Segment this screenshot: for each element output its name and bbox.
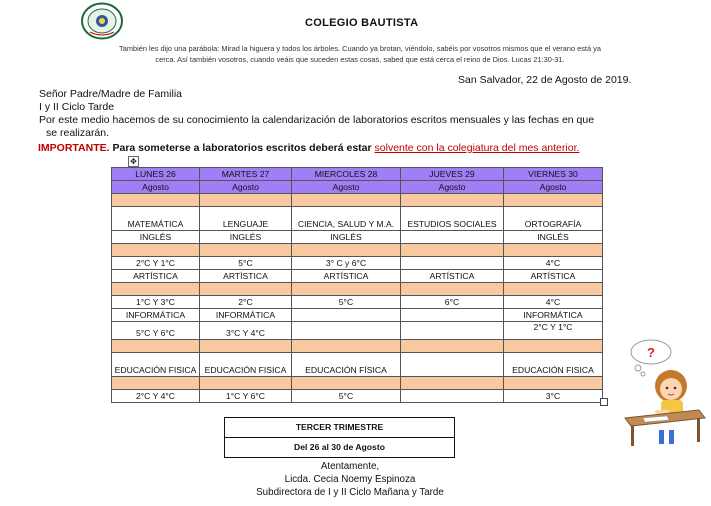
group-cell: 6°C — [401, 296, 504, 309]
subject-cell: INGLÉS — [504, 231, 603, 244]
month-row — [112, 181, 603, 194]
group-cell: 2°C Y 1°C — [112, 257, 200, 270]
group-cell: 1°C Y 6°C — [200, 390, 292, 403]
group-cell: 2°C — [200, 296, 292, 309]
group-cell — [401, 390, 504, 403]
subject-cell: ARTÍSTICA — [401, 270, 504, 283]
important-label: IMPORTANTE. — [38, 142, 110, 154]
group-row — [112, 257, 603, 270]
subject-row — [112, 353, 603, 377]
group-cell: 5°C — [292, 296, 401, 309]
subject-cell — [401, 309, 504, 322]
day-header: MIERCOLES 28 — [292, 168, 401, 181]
subject-cell: INFORMÁTICA — [504, 309, 603, 322]
day-header: VIERNES 30 — [504, 168, 603, 181]
day-header: MARTES 27 — [200, 168, 292, 181]
group-cell — [401, 322, 504, 340]
greeting: Señor Padre/Madre de Familia — [39, 88, 182, 100]
group-row — [112, 322, 603, 340]
group-row — [112, 390, 603, 403]
letter-date: San Salvador, 22 de Agosto de 2019. — [458, 74, 632, 86]
table-move-handle-icon[interactable]: ✥ — [128, 156, 139, 167]
group-cell: 3°C Y 4°C — [200, 322, 292, 340]
subject-cell: ORTOGRAFÍA — [504, 207, 603, 231]
cycle-group: I y II Ciclo Tarde — [39, 101, 115, 113]
subject-cell: LENGUAJE — [200, 207, 292, 231]
body-line-2: se realizarán. — [46, 127, 110, 139]
group-cell: 1°C Y 3°C — [112, 296, 200, 309]
lab-schedule-table — [111, 167, 603, 403]
school-name: COLEGIO BAUTISTA — [305, 17, 419, 29]
day-header: JUEVES 29 — [401, 168, 504, 181]
group-cell — [401, 257, 504, 270]
group-cell: 4°C — [504, 296, 603, 309]
trimester-range: Del 26 al 30 de Agosto — [294, 442, 385, 452]
verse-line-2: cerca. Así también vosotros, cuando veáis que suceden estas cosas, sabed que está cerca el reino de Dios. Lucas 21:30-31. — [155, 55, 565, 64]
subject-cell: INFORMÁTICA — [200, 309, 292, 322]
group-cell: 5°C Y 6°C — [112, 322, 200, 340]
subject-cell: CIENCIA, SALUD Y M.A. — [292, 207, 401, 231]
trimester-title: TERCER TRIMESTRE — [225, 418, 454, 438]
subject-row — [112, 270, 603, 283]
student-desk-illustration — [613, 338, 708, 448]
table-resize-handle[interactable] — [600, 398, 608, 406]
subject-row — [112, 207, 603, 231]
school-logo — [80, 2, 124, 40]
group-cell: 5°C — [200, 257, 292, 270]
subject-cell: EDUCACIÓN FISICA — [200, 353, 292, 377]
subject-cell: EDUCACIÓN FISICA — [112, 353, 200, 377]
trimester-box — [224, 417, 455, 458]
closing-signature — [240, 460, 460, 499]
subject-cell: MATEMÁTICA — [112, 207, 200, 231]
subject-cell: ARTÍSTICA — [200, 270, 292, 283]
group-cell: 2°C Y 4°C — [112, 390, 200, 403]
group-cell: 3°C — [504, 390, 603, 403]
solvency-link: solvente con la colegiatura del mes anterior. — [374, 142, 580, 154]
body-line-1: Por este medio hacemos de su conocimiento la calendarización de laboratorios escritos mensuales y las fechas en que — [39, 114, 595, 126]
group-row — [112, 296, 603, 309]
subject-cell: INFORMÁTICA — [112, 309, 200, 322]
group-cell: 3° C y 6°C — [292, 257, 401, 270]
subject-cell: INGLÉS — [292, 231, 401, 244]
month-cell: Agosto — [504, 181, 603, 194]
group-cell: 2°C Y 1°C — [504, 322, 603, 340]
subject-cell: ARTÍSTICA — [504, 270, 603, 283]
subject-cell: INGLÉS — [200, 231, 292, 244]
day-header: LUNES 26 — [112, 168, 200, 181]
subject-cell — [292, 309, 401, 322]
signer-role: Subdirectora de I y II Ciclo Mañana y Tarde — [256, 487, 444, 498]
thought-bubble-text: ? — [647, 345, 655, 360]
subject-row — [112, 231, 603, 244]
month-cell: Agosto — [292, 181, 401, 194]
month-cell: Agosto — [200, 181, 292, 194]
day-header-row — [112, 168, 603, 181]
verse-line-1: También les dijo una parábola: Mirad la higuera y todos los árboles. Cuando ya brotan, viéndolo, sabéis por vosotros mismos que el verano está ya — [119, 44, 601, 53]
subject-cell — [401, 353, 504, 377]
group-cell — [292, 322, 401, 340]
important-notice — [38, 142, 579, 154]
subject-cell — [401, 231, 504, 244]
signer-name: Licda. Cecia Noemy Espinoza — [284, 474, 416, 485]
subject-cell: INGLÉS — [112, 231, 200, 244]
subject-row — [112, 309, 603, 322]
subject-cell: ARTÍSTICA — [112, 270, 200, 283]
closing-salutation: Atentamente, — [320, 461, 380, 472]
month-cell: Agosto — [401, 181, 504, 194]
group-cell: 5°C — [292, 390, 401, 403]
subject-cell: ESTUDIOS SOCIALES — [401, 207, 504, 231]
group-cell: 4°C — [504, 257, 603, 270]
important-text: Para someterse a laboratorios escritos deberá estar — [109, 142, 375, 154]
subject-cell: EDUCACIÓN FÍSICA — [292, 353, 401, 377]
subject-cell: EDUCACIÓN FISICA — [504, 353, 603, 377]
subject-cell: ARTÍSTICA — [292, 270, 401, 283]
bible-verse — [40, 43, 680, 65]
month-cell: Agosto — [112, 181, 200, 194]
